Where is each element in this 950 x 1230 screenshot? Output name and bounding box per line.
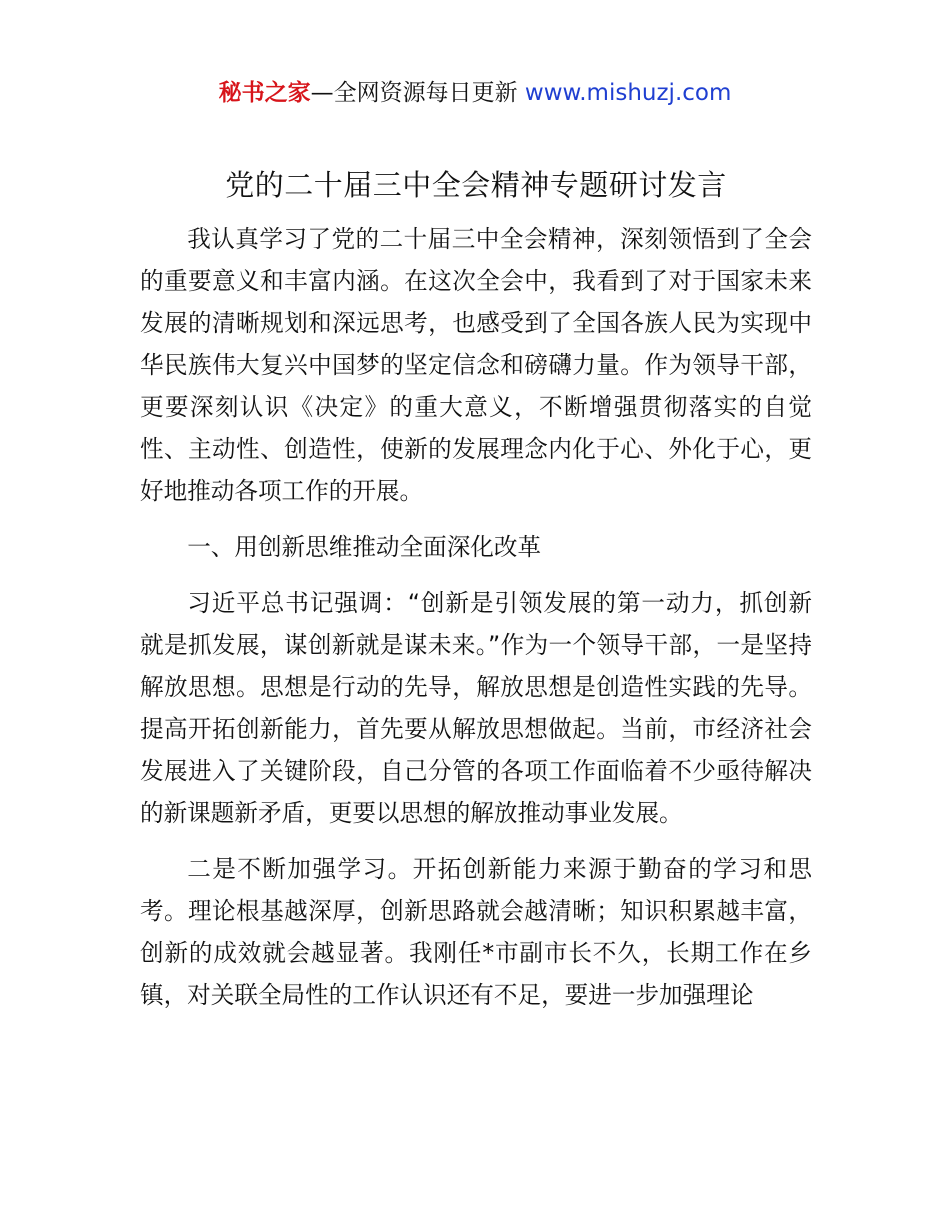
paragraph-spacer (140, 568, 812, 582)
section-heading-1: 一、用创新思维推动全面深化改革 (187, 533, 542, 561)
paragraph-learning: 二是不断加强学习。开拓创新能力来源于勤奋的学习和思考。理论根基越深厚，创新思路就会越清晰；知识积累越丰富，创新的成效就会越显著。我刚任*市副市长不久，长期工作在乡镇，对关联全局性的工作认识还有不足，要进一步加强理论 (140, 855, 812, 1009)
document-body (140, 160, 812, 1016)
paragraph-innovation: 习近平总书记强调：“创新是引领发展的第一动力，抓创新就是抓发展，谋创新就是谋未来。”作为一个领导干部，一是坚持解放思想。思想是行动的先导，解放思想是创造性实践的先导。提高开拓创新能力，首先要从解放思想做起。当前，市经济社会发展进入了关键阶段，自己分管的各项工作面临着不少亟待解决的新课题新矛盾，更要以思想的解放推动事业发展。 (140, 589, 812, 827)
paragraph-spacer (140, 512, 812, 526)
document-title: 党的二十届三中全会精神专题研讨发言 (225, 168, 727, 202)
site-tagline: —全网资源每日更新 (310, 80, 525, 106)
site-header (0, 76, 950, 110)
site-url-link[interactable]: www.mishuzj.com (524, 80, 732, 106)
site-brand: 秘书之家 (218, 80, 311, 106)
paragraph-spacer (140, 834, 812, 848)
paragraph-intro: 我认真学习了党的二十届三中全会精神，深刻领悟到了全会的重要意义和丰富内涵。在这次全会中，我看到了对于国家未来发展的清晰规划和深远思考，也感受到了全国各族人民为实现中华民族伟大复兴中国梦的坚定信念和磅礴力量。作为领导干部，更要深刻认识《决定》的重大意义，不断增强贯彻落实的自觉性、主动性、创造性，使新的发展理念内化于心、外化于心，更好地推动各项工作的开展。 (140, 225, 812, 505)
